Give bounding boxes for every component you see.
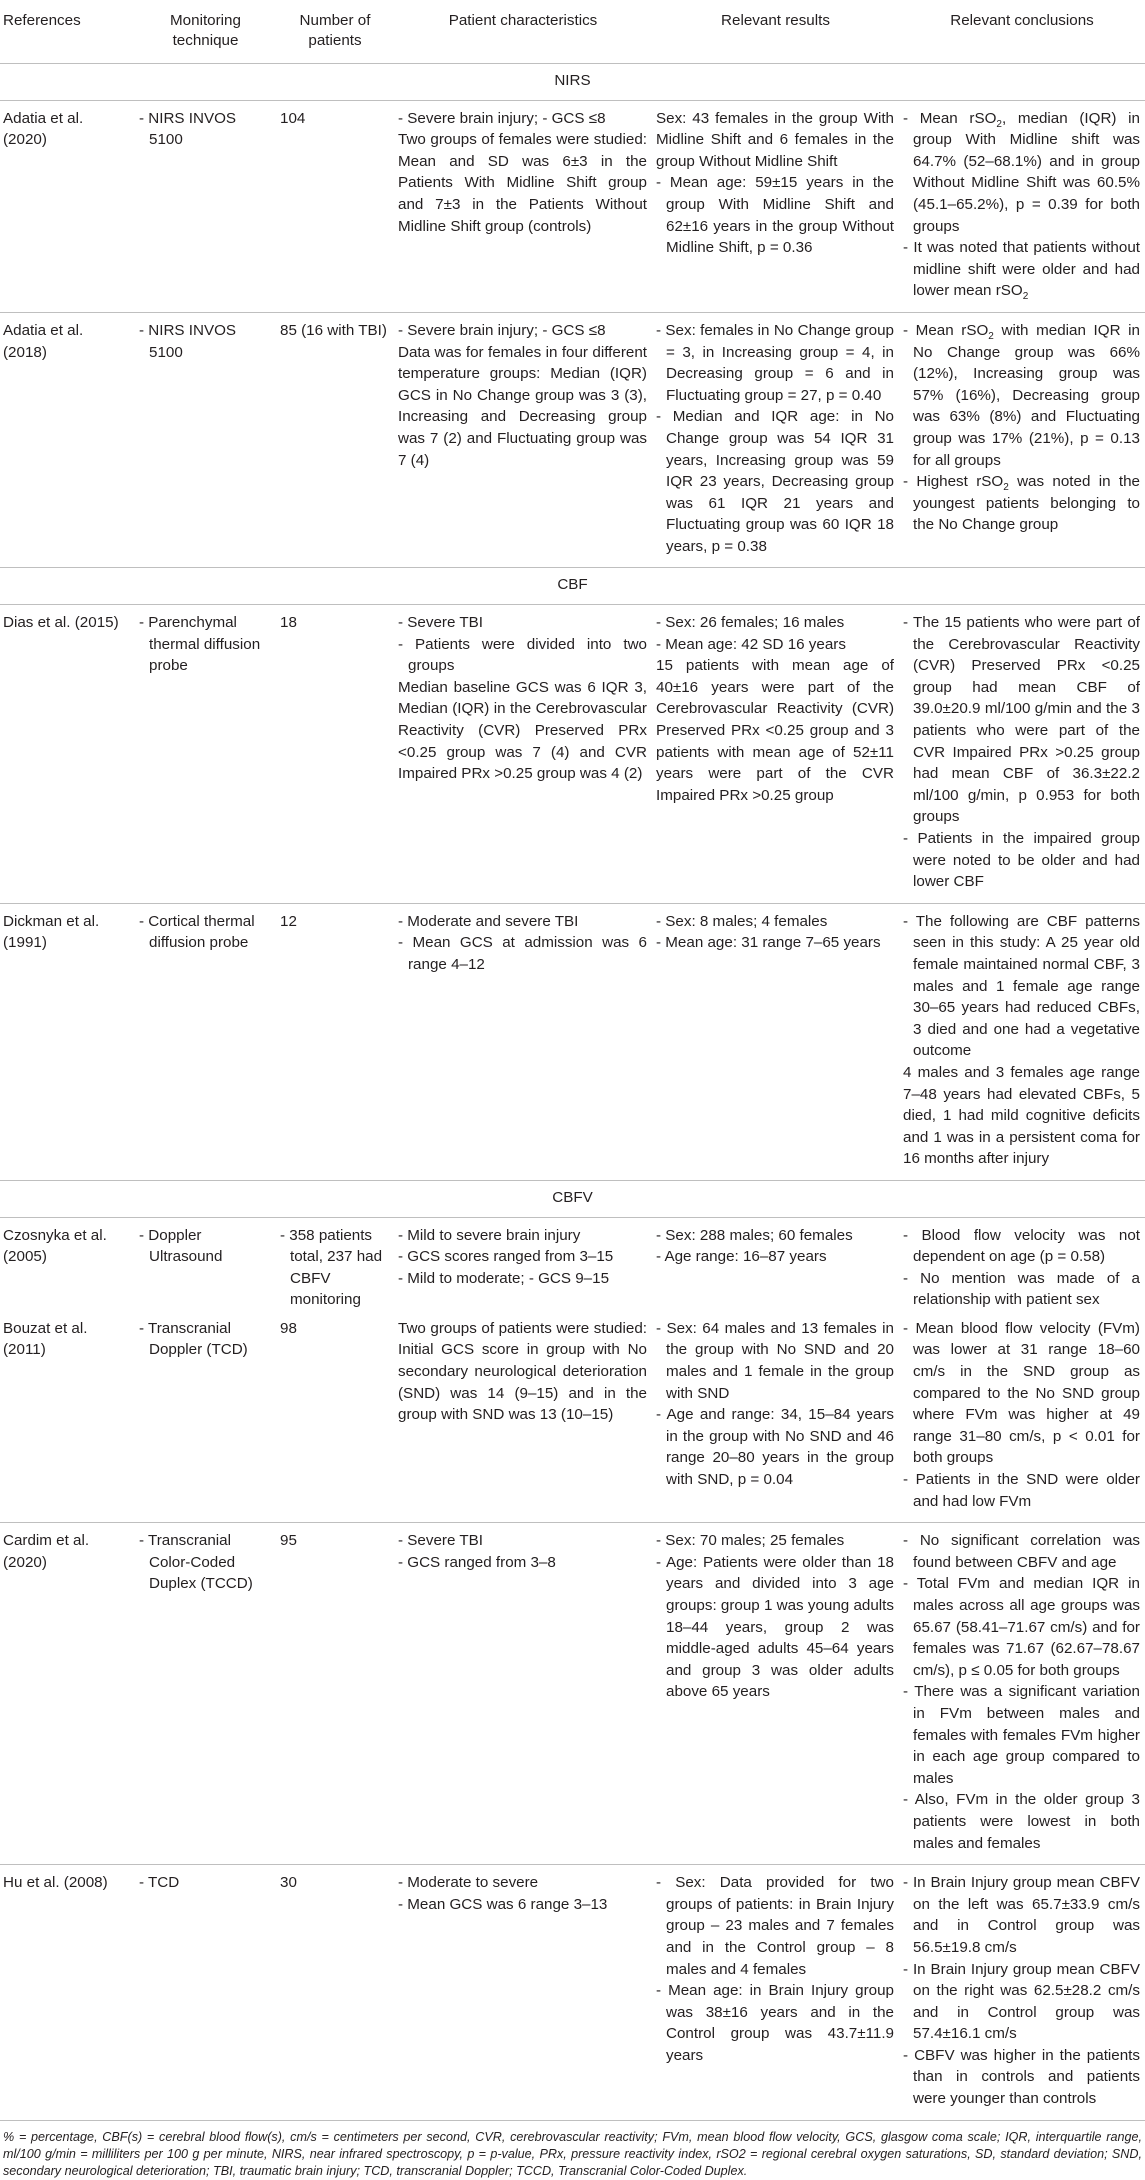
characteristics-cell xyxy=(394,903,652,1180)
section-row-nirs xyxy=(0,64,1145,101)
technique-cell xyxy=(135,1523,276,1865)
technique-line: - NIRS INVOS 5100 xyxy=(139,109,237,149)
characteristics-cell xyxy=(394,312,652,568)
results-line: - Sex: 70 males; 25 females xyxy=(656,1532,845,1550)
results-cell xyxy=(652,605,899,904)
table-row xyxy=(0,1311,1145,1523)
results-cell xyxy=(652,312,899,568)
results-cell xyxy=(652,1217,899,1311)
technique-cell xyxy=(135,100,276,312)
technique-line: - Transcranial Color-Coded Duplex (TCCD) xyxy=(139,1532,253,1593)
conclusions-line: - Blood flow velocity was not dependent on age (p = 0.58) xyxy=(903,1226,1140,1266)
technique-line: - Doppler Ultrasound xyxy=(139,1226,223,1266)
table-row xyxy=(0,1523,1145,1865)
results-cell xyxy=(652,100,899,312)
conclusions-line: - Mean rSO$_2$, median (IQR) in group With Midline shift was 64.7% (52–68.1%) and in group Without Midline Shift was 60.5% (45.1–65.2%), p = 0.39 for both groups xyxy=(903,109,1140,235)
header-references: References xyxy=(0,0,135,64)
table-row xyxy=(0,605,1145,904)
conclusions-line: - CBFV was higher in the patients than in controls and patients were younger than controls xyxy=(903,2046,1140,2108)
results-cell xyxy=(652,1523,899,1865)
characteristics-line: Two groups of patients were studied: Initial GCS score in group with No secondary neurological deterioration (SND) was 14 (9–15) and in the group with SND was 13 (10–15) xyxy=(398,1319,647,1424)
table-body xyxy=(0,64,1145,2121)
conclusions-line: - It was noted that patients without midline shift were older and had lower mean rSO$_2$ xyxy=(903,239,1140,303)
conclusions-line: - Mean rSO$_2$ with median IQR in No Change group was 66% (12%), Increasing group was 57% (16%), Decreasing group was 63% (8%) and Fluctuating group was 17% (21%), p = 0.13 for all groups xyxy=(903,321,1140,469)
results-line: - Mean age: 59±15 years in the group With Midline Shift and 62±16 years in the group Without Midline Shift, p = 0.36 xyxy=(656,174,894,257)
conclusions-line: - Patients in the impaired group were noted to be older and had lower CBF xyxy=(903,830,1140,891)
patients-cell: 12 xyxy=(276,903,394,1180)
characteristics-line: Median baseline GCS was 6 IQR 3, Median (IQR) in the Cerebrovascular Reactivity (CVR) Preserved PRx <0.25 group was 7 (4) and CVR Impaired PRx >0.25 group was 4 (2) xyxy=(398,678,647,783)
results-line: - Mean age: in Brain Injury group was 38±16 years and in the Control group was 43.7±11.9 years xyxy=(656,1982,894,2064)
results-line: - Sex: females in No Change group = 3, in Increasing group = 4, in Decreasing group = 6 and in Fluctuating group = 27, p = 0.40 xyxy=(656,321,894,404)
reference-cell: Hu et al. (2008) xyxy=(0,1865,135,2121)
patients-cell: 104 xyxy=(276,100,394,312)
results-line: - Sex: 288 males; 60 females xyxy=(656,1226,853,1244)
table-row xyxy=(0,312,1145,568)
patients-cell: 18 xyxy=(276,605,394,904)
conclusions-cell xyxy=(899,1865,1145,2121)
reference-cell: Adatia et al. (2020) xyxy=(0,100,135,312)
characteristics-line: - Mean GCS was 6 range 3–13 xyxy=(398,1895,608,1913)
patients-cell: 85 (16 with TBI) xyxy=(276,312,394,568)
conclusions-cell xyxy=(899,1217,1145,1311)
conclusions-line: - The following are CBF patterns seen in this study: A 25 year old female maintained normal CBF, 3 males and 1 female age range 30–65 years had reduced CBFs, 3 died and one had a vegetative outcome xyxy=(903,912,1140,1060)
section-row-cbfv xyxy=(0,1180,1145,1217)
results-line: - Sex: 26 females; 16 males xyxy=(656,614,845,632)
reference-cell: Adatia et al. (2018) xyxy=(0,312,135,568)
section-title: CBFV xyxy=(0,1180,1145,1217)
characteristics-cell xyxy=(394,100,652,312)
characteristics-line: - Severe TBI xyxy=(398,614,483,632)
results-line: - Sex: Data provided for two groups of patients: in Brain Injury group – 23 males and 7 females and in the Control group – 8 males and 4 females xyxy=(656,1874,894,1978)
results-cell xyxy=(652,903,899,1180)
conclusions-cell xyxy=(899,605,1145,904)
table-footnote: % = percentage, CBF(s) = cerebral blood flow(s), cm/s = centimeters per second, CVR, cerebrovascular reactivity; FVm, mean blood flow velocity, GCS, glasgow coma scale; IQR, interquartile range, ml/100 g/min = milliliters per 100 g per minute, NIRS, near infrared spectroscopy, p = p-value, PRx, pressure reactivity index, rSO2 = regional cerebral oxygen saturations, SD, standard deviation; SND, secondary neurological deterioration; TBI, traumatic brain injury; TCD, transcranial Doppler; TCCD, Transcranial Color-Coded Duplex. xyxy=(3,2129,1142,2178)
characteristics-line: - Mean GCS at admission was 6 range 4–12 xyxy=(398,934,647,973)
characteristics-line: - Mild to severe brain injury xyxy=(398,1226,581,1244)
section-row-cbf xyxy=(0,568,1145,605)
characteristics-cell xyxy=(394,1865,652,2121)
conclusions-line: - In Brain Injury group mean CBFV on the left was 65.7±33.9 cm/s and in Control group was 56.5±19.8 cm/s xyxy=(903,1874,1140,1956)
conclusions-line: - Patients in the SND were older and had low FVm xyxy=(903,1471,1140,1510)
results-line: Sex: 43 females in the group With Midline Shift and 6 females in the group Without Midline Shift xyxy=(656,109,894,170)
technique-line: - TCD xyxy=(139,1874,180,1892)
conclusions-line: - Mean blood flow velocity (FVm) was lower at 31 range 18–60 cm/s in the SND group as compared to the No SND group where FVm was higher at 49 range 31–80 cm/s, p < 0.01 for both groups xyxy=(903,1319,1140,1467)
reference-cell: Cardim et al. (2020) xyxy=(0,1523,135,1865)
technique-line: - NIRS INVOS 5100 xyxy=(139,321,237,361)
technique-cell xyxy=(135,903,276,1180)
characteristics-line: - Patients were divided into two groups xyxy=(398,635,647,675)
results-line: - Age range: 16–87 years xyxy=(656,1248,827,1266)
technique-cell xyxy=(135,605,276,904)
characteristics-cell xyxy=(394,1217,652,1311)
technique-cell xyxy=(135,1865,276,2121)
characteristics-line: - GCS ranged from 3–8 xyxy=(398,1553,556,1571)
header-number-of-patients: Number of patients xyxy=(276,0,394,64)
reference-cell: Czosnyka et al. (2005) xyxy=(3,1226,107,1266)
characteristics-line: - Severe brain injury; - GCS ≤8 xyxy=(398,321,606,339)
header-monitoring-technique: Monitoring technique xyxy=(135,0,276,64)
conclusions-cell xyxy=(899,903,1145,1180)
conclusions-cell xyxy=(899,312,1145,568)
characteristics-cell xyxy=(394,605,652,904)
reference-cell: Dias et al. (2015) xyxy=(0,605,135,904)
conclusions-line: - There was a significant variation in FVm between males and females with females FVm higher in each age group compared to males xyxy=(903,1683,1140,1787)
characteristics-line: - Severe TBI xyxy=(398,1532,483,1550)
technique-cell xyxy=(135,1217,276,1311)
characteristics-cell xyxy=(394,1311,652,1523)
technique-line: - Cortical thermal diffusion probe xyxy=(139,912,255,952)
characteristics-line: - Moderate to severe xyxy=(398,1874,539,1892)
conclusions-line: - The 15 patients who were part of the Cerebrovascular Reactivity (CVR) Preserved PRx <0.25 group had mean CBF of 39.0±20.9 ml/100 g/min and the 3 patients who were part of the CVR Impaired PRx >0.25 group had mean CBF of 36.3±22.2 ml/100 g/min, p 0.953 for both groups xyxy=(903,614,1140,826)
results-line: - Median and IQR age: in No Change group was 54 IQR 31 years, Increasing group was 59 IQR 23 years, Decreasing group was 61 IQR 21 years and Fluctuating group was 60 IQR 18 years, p = 0.38 xyxy=(656,408,894,555)
characteristics-cell xyxy=(394,1523,652,1865)
patients-line: - 358 patients total, 237 had CBFV monitoring xyxy=(280,1226,383,1309)
section-title: NIRS xyxy=(0,64,1145,101)
results-line: 15 patients with mean age of 40±16 years were part of the Cerebrovascular Reactivity (CVR) Preserved PRx <0.25 group and 3 patients with mean age of 52±11 years were part of the CVR Impaired PRx >0.25 group xyxy=(656,657,894,804)
results-line: - Mean age: 42 SD 16 years xyxy=(656,635,846,653)
conclusions-line: - Total FVm and median IQR in males across all age groups was 65.67 (58.41–71.67 cm/s) and for females was 71.67 (62.67–78.67 cm/s), p ≤ 0.05 for both groups xyxy=(903,1575,1140,1679)
header-relevant-conclusions: Relevant conclusions xyxy=(899,0,1145,64)
table-row xyxy=(0,1217,1145,1311)
results-cell xyxy=(652,1311,899,1523)
patients-cell: 98 xyxy=(276,1311,394,1523)
conclusions-cell xyxy=(899,100,1145,312)
results-line: - Sex: 64 males and 13 females in the group with No SND and 20 males and 1 female in the group with SND xyxy=(656,1319,894,1402)
header-patient-characteristics: Patient characteristics xyxy=(394,0,652,64)
conclusions-line: - In Brain Injury group mean CBFV on the right was 62.5±28.2 cm/s and in Control group was 57.4±16.1 cm/s xyxy=(903,1960,1140,2043)
results-line: - Mean age: 31 range 7–65 years xyxy=(656,934,881,952)
header-row xyxy=(0,0,1145,64)
conclusions-line: - No mention was made of a relationship with patient sex xyxy=(903,1269,1140,1309)
table-row xyxy=(0,1865,1145,2121)
results-cell xyxy=(652,1865,899,2121)
technique-cell xyxy=(135,1311,276,1523)
conclusions-line: - Also, FVm in the older group 3 patients were lowest in both males and females xyxy=(903,1791,1140,1852)
conclusions-cell xyxy=(899,1311,1145,1523)
results-line: - Age: Patients were older than 18 years and divided into 3 age groups: group 1 was young adults 18–44 years, group 2 was middle-aged adults 45–64 years and group 3 was older adults above 65 years xyxy=(656,1553,894,1701)
patients-cell xyxy=(276,1217,394,1311)
results-line: - Sex: 8 males; 4 females xyxy=(656,912,828,930)
technique-cell xyxy=(135,312,276,568)
characteristics-line: - Moderate and severe TBI xyxy=(398,912,579,930)
characteristics-line: - Mild to moderate; - GCS 9–15 xyxy=(398,1269,610,1287)
results-line: - Age and range: 34, 15–84 years in the group with No SND and 46 range 20–80 years in the group with SND, p = 0.04 xyxy=(656,1406,894,1489)
reference-cell: Dickman et al. (1991) xyxy=(0,903,135,1180)
characteristics-line: - GCS scores ranged from 3–15 xyxy=(398,1248,614,1266)
header-relevant-results: Relevant results xyxy=(652,0,899,64)
technique-line: - Parenchymal thermal diffusion probe xyxy=(139,614,261,675)
table-row xyxy=(0,100,1145,312)
table-row xyxy=(0,903,1145,1180)
characteristics-line: - Severe brain injury; - GCS ≤8 xyxy=(398,109,606,127)
reference-cell: Bouzat et al. (2011) xyxy=(0,1311,135,1523)
conclusions-line: - No significant correlation was found between CBFV and age xyxy=(903,1532,1140,1571)
characteristics-line: Two groups of females were studied: Mean and SD was 6±3 in the Patients With Midline Shift group and 7±3 in the Patients Without Midline Shift group (controls) xyxy=(398,131,647,235)
section-title: CBF xyxy=(0,568,1145,605)
technique-line: - Transcranial Doppler (TCD) xyxy=(139,1319,248,1359)
characteristics-line: Data was for females in four different temperature groups: Median (IQR) GCS in No Change group was 3 (3), Increasing and Decreasing group was 7 (2) and Fluctuating group was 7 (4) xyxy=(398,343,647,469)
patients-cell: 30 xyxy=(276,1865,394,2121)
patients-cell: 95 xyxy=(276,1523,394,1865)
conclusions-cell xyxy=(899,1523,1145,1865)
conclusions-line: - Highest rSO$_2$ was noted in the youngest patients belonging to the No Change group xyxy=(903,473,1140,534)
conclusions-line: 4 males and 3 females age range 7–48 years had elevated CBFs, 5 died, 1 had mild cognitive deficits and 1 was in a persistent coma for 16 months after injury xyxy=(903,1063,1140,1168)
